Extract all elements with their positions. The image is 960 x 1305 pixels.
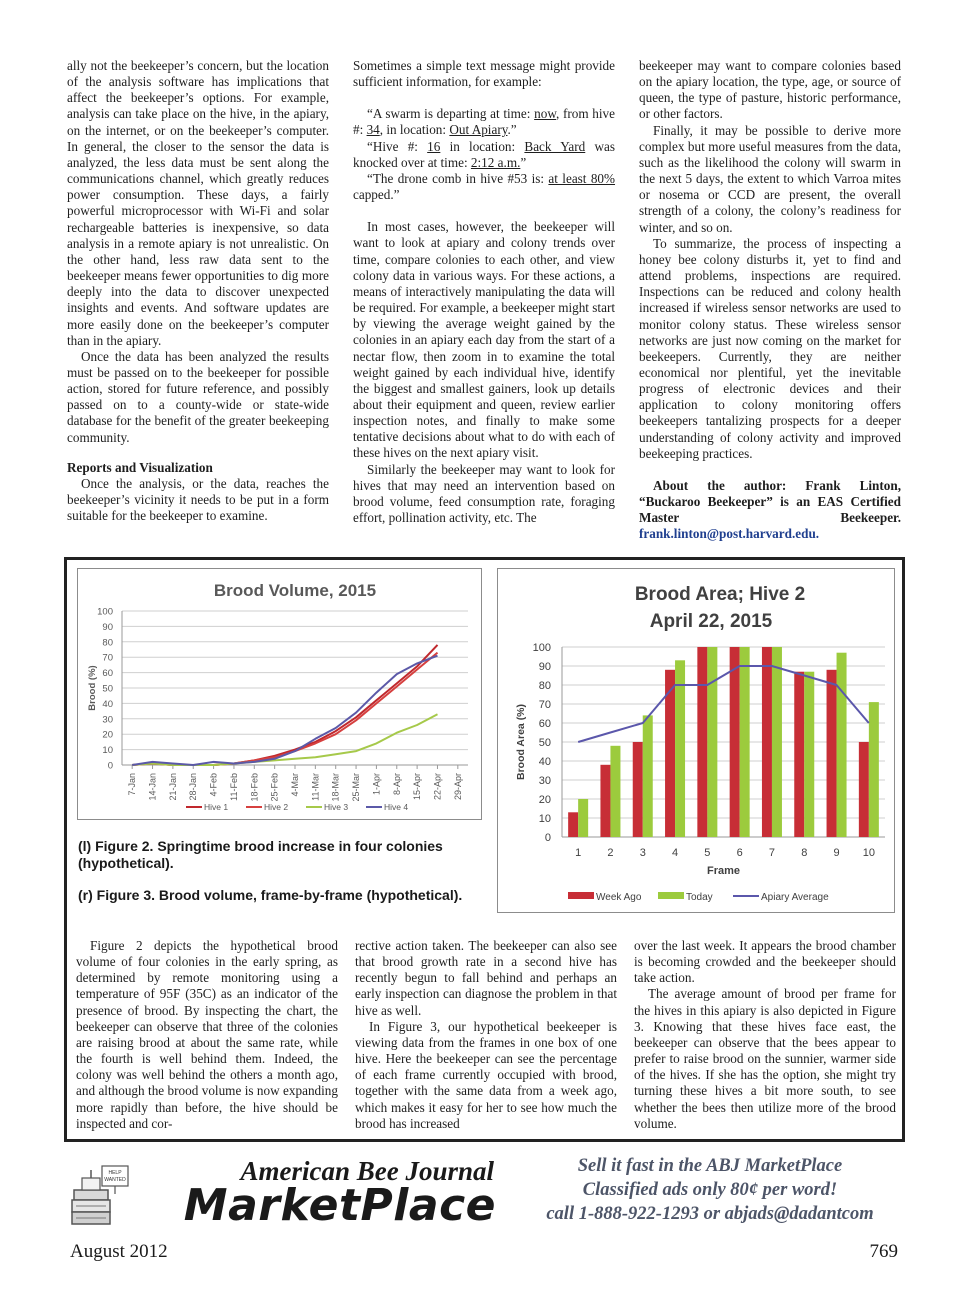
y-tick-label: 100 <box>532 642 551 654</box>
y-tick-label: 50 <box>102 683 113 695</box>
bar <box>643 715 653 837</box>
text-message-example: “Hive #: 16 in location: Back Yard was knocked over at time: 2:12 a.m.” <box>353 138 615 170</box>
y-tick-label: 90 <box>102 621 113 633</box>
paragraph: beekeeper may want to compare colonies based on the apiary location, the type, age, or source of queen, the type of pasture, historic performance, or other factors. <box>639 58 901 122</box>
text-message-example: “A swarm is departing at time: now, from hive #: 34, in location: Out Apiary.” <box>353 106 615 138</box>
y-tick-label: 0 <box>544 832 551 844</box>
legend-label: Apiary Average <box>761 892 829 903</box>
x-tick-label: 2 <box>607 847 614 859</box>
x-axis-label: Frame <box>706 865 741 877</box>
paragraph: Similarly the beekeeper may want to look for hives that may need an intervention based on brood volume, feed consumption rate, foraging effort, pollination activity, etc. The <box>353 461 615 526</box>
legend-label: Hive 1 <box>204 802 229 812</box>
paragraph: The average amount of brood per frame for the hives in this apiary is also depicted in Figure 3. Knowing that these hives face east, the beekeeper can observe that the bees appear to prefer to raise brood on the sunnier, warmer side of the hives. If she has the option, she might try turning these hives a bit more south, to see whether the bees then utilize more of the brood volume. <box>634 986 896 1131</box>
bar <box>568 812 578 837</box>
x-tick-label: 1-Apr <box>371 773 382 796</box>
legend-label: Hive 2 <box>264 802 289 812</box>
x-tick-label: 6 <box>736 847 743 859</box>
paragraph: Sometimes a simple text message might provide sufficient information, for example: <box>353 58 615 90</box>
x-tick-label: 3 <box>639 847 646 859</box>
y-axis-label: Brood (%) <box>87 665 98 711</box>
figure-box <box>64 557 905 1142</box>
bar <box>772 647 782 837</box>
chart-title: Brood Volume, 2015 <box>213 581 377 600</box>
y-tick-label: 80 <box>102 637 113 649</box>
bar <box>600 765 610 837</box>
x-tick-label: 1 <box>575 847 582 859</box>
chart-title: Brood Area; Hive 2 <box>634 584 806 605</box>
x-tick-label: 8 <box>801 847 808 859</box>
ad-line: Classified ads only 80¢ per word! <box>582 1180 838 1200</box>
figure-3-caption: (r) Figure 3. Brood volume, frame-by-frame (hypothetical). <box>78 887 463 903</box>
bar <box>730 647 740 837</box>
paragraph: Figure 2 depicts the hypothetical brood volume of four colonies in the early spring, as determined by remote monitoring using a temperature of 95F (35C) as an indicator of the presence of brood. By inspecting the chart, the beekeeper can observe that three of the colonies are raising brood at about the same rate, while the fourth is well behind them. Indeed, the colony was well behind the others a month ago, and although the brood volume is now expanding more rapidly than before, the hive should be inspected and cor- <box>76 938 338 1131</box>
x-tick-label: 11-Feb <box>228 773 239 801</box>
x-tick-label: 25-Mar <box>351 773 362 802</box>
bar <box>837 653 847 837</box>
ad-title-marketplace: MarketPlace <box>183 1180 496 1231</box>
bar <box>762 647 772 837</box>
paragraph: ally not the beekeeper’s concern, but the location of the analysis software has implications that affect the beekeeper’s options. For example, analysis can take place on the hive, in the apiary, on the internet, or on the beekeeper’s computer. In general, the closer to the sensor the data is analyzed, the less data must be sent along the communications channel, which greatly reduces power consumption. These days, a fairly powerful microprocessor with Wi-Fi and solar rechargeable batteries is inexpensive, so data analysis in a remote apiary is not unrealistic. On the other hand, less raw data sent to the beekeeper means fewer opportunities to dig more deeply into the data to discover unexpected insights and events. And software updates are more easily done on the beekeeper’s computer than in the apiary. <box>67 58 329 348</box>
text-message-example: “The drone comb in hive #53 is: at least 80% capped.” <box>353 170 616 203</box>
x-tick-label: 4-Mar <box>290 773 300 797</box>
y-tick-label: 100 <box>97 606 113 618</box>
figure-text-column-2 <box>355 938 617 1132</box>
brood-area-chart-svg <box>498 569 894 912</box>
x-tick-label: 4-Feb <box>208 773 219 797</box>
figure-text-column-1 <box>76 938 338 1132</box>
sign-text: WANTED <box>104 1177 126 1183</box>
paragraph: over the last week. It appears the brood chamber is becoming crowded and the beekeeper should take action. <box>634 938 896 986</box>
y-tick-label: 80 <box>538 680 551 692</box>
article-column-3 <box>639 58 901 543</box>
brood-volume-chart-svg <box>78 569 481 819</box>
page-number: 769 <box>869 1241 898 1262</box>
x-tick-label: 14-Jan <box>147 773 158 801</box>
y-tick-label: 10 <box>538 813 551 825</box>
beehive-icon <box>66 1160 138 1228</box>
bar <box>578 799 588 837</box>
x-tick-label: 11-Mar <box>310 773 321 801</box>
bar <box>804 672 814 837</box>
y-tick-label: 90 <box>538 661 551 673</box>
section-heading: Reports and Visualization <box>67 459 213 475</box>
sign-text: HELP <box>108 1170 122 1176</box>
y-tick-label: 0 <box>107 760 113 772</box>
ad-title-journal: American Bee Journal <box>240 1156 494 1186</box>
y-tick-label: 30 <box>538 775 551 787</box>
bar <box>869 702 879 837</box>
y-tick-label: 40 <box>102 698 113 710</box>
x-tick-label: 8-Apr <box>391 773 402 796</box>
article-column-2 <box>353 58 615 526</box>
y-axis-label: Brood Area (%) <box>515 703 527 781</box>
ad-contact-line[interactable]: call 1-888-922-1293 or abjads@dadantcom <box>546 1204 874 1224</box>
x-tick-label: 21-Jan <box>167 773 178 801</box>
brood-volume-chart <box>77 568 482 820</box>
x-tick-label: 28-Jan <box>188 773 199 801</box>
x-tick-label: 15-Apr <box>412 773 423 801</box>
bar <box>633 742 643 837</box>
article-column-1 <box>67 58 329 524</box>
y-tick-label: 70 <box>538 699 551 711</box>
x-tick-label: 22-Apr <box>432 773 443 801</box>
footer-date: August 2012 <box>70 1241 168 1262</box>
paragraph: Once the analysis, or the data, reaches the beekeeper’s vicinity it needs to be put in a form suitable for the beekeeper to examine. <box>67 475 329 524</box>
figure-text-column-3 <box>634 938 896 1132</box>
x-tick-label: 25-Feb <box>269 773 280 802</box>
bar <box>740 647 750 837</box>
bar <box>707 647 717 837</box>
x-tick-label: 7 <box>768 847 776 859</box>
y-tick-label: 40 <box>538 756 551 768</box>
bar <box>794 672 804 837</box>
bar <box>697 647 707 837</box>
legend-swatch <box>568 892 594 899</box>
bar <box>859 742 869 837</box>
ad-line: Sell it fast in the ABJ MarketPlace <box>577 1156 843 1176</box>
y-tick-label: 20 <box>102 729 113 741</box>
y-tick-label: 60 <box>538 718 551 730</box>
legend-label: Hive 4 <box>384 802 409 812</box>
legend-label: Week Ago <box>596 892 642 903</box>
author-email-link[interactable]: frank.linton@post.harvard.edu <box>639 526 816 542</box>
author-bio: About the author: Frank Linton, “Buckaroo Beekeeper” is an EAS Certified Master Beekeeper. frank.linton@post.harvard.edu. <box>639 477 901 542</box>
bar <box>675 660 685 837</box>
legend-label: Hive 3 <box>324 802 349 812</box>
y-tick-label: 60 <box>102 668 113 680</box>
x-tick-label: 18-Feb <box>249 773 260 802</box>
legend-label: Today <box>686 892 713 903</box>
paragraph: In most cases, however, the beekeeper will want to look at apiary and colony trends over time, compare colonies to each other, and view colony data in various ways. For these actions, a means of interactively manipulating the data will be required. For example, a beekeeper might start by viewing the average weight gained by the colonies in an apiary each day from the start of a nectar flow, then zoom in to examine the total weight gained by each individual hive, identify the biggest and smallest gainers, look up details about their equipment and queen, review earlier inspection notes, and finally to make some tentative decisions about what to do with each of these hives on the next apiary visit. <box>353 219 615 461</box>
paragraph: Finally, it may be possible to derive more complex but more useful measures from the data, such as the likelihood the colony will swarm in the next 5 days, the extent to which Varroa mites or nosema or CCD are present, the overall strength of a colony, the colony’s readiness for winter, and so on. <box>639 122 901 235</box>
x-tick-label: 9 <box>833 847 840 859</box>
x-tick-label: 7-Jan <box>127 773 138 796</box>
x-tick-label: 10 <box>862 847 875 859</box>
paragraph: Once the data has been analyzed the results must be passed on to the beekeeper for possible action, stored for future reference, and possibly passed on to a county-wide or state-wide database for the benefit of the greater beekeeping community. <box>67 348 329 445</box>
bar <box>610 746 620 837</box>
y-tick-label: 50 <box>538 737 551 749</box>
y-tick-label: 70 <box>102 652 113 664</box>
brood-area-chart <box>497 568 895 913</box>
figure-2-caption: (l) Figure 2. Springtime brood increase in four colonies (hypothetical). <box>78 838 443 871</box>
x-tick-label: 4 <box>671 847 679 859</box>
y-tick-label: 30 <box>102 714 113 726</box>
marketplace-ad <box>66 1152 906 1232</box>
chart-title: April 22, 2015 <box>649 611 773 632</box>
x-tick-label: 29-Apr <box>452 773 463 801</box>
x-tick-label: 5 <box>704 847 711 859</box>
y-tick-label: 10 <box>102 745 113 757</box>
paragraph: To summarize, the process of inspecting a honey bee colony disturbs it, yet to find and attend problems, inspections are required. Inspections can be reduced and colony health increased if wireless sensor networks are used to monitor colony status. These wireless sensor networks are just now coming on the market for beekeepers. Currently, they are neither economical nor plentiful, yet the inevitable progress of electronic devices and their application to colony monitoring offers beekeepers tantalizing prospects for a deeper understanding of colony activity and improved beekeeping practices. <box>639 235 901 461</box>
legend-swatch <box>658 892 684 899</box>
y-tick-label: 20 <box>538 794 551 806</box>
bar <box>827 670 837 837</box>
x-tick-label: 18-Mar <box>330 773 341 802</box>
paragraph: In Figure 3, our hypothetical beekeeper is viewing data from the frames in one box of one hive. Here the beekeeper can see the percentage of each frame currently occupied with brood, together with the same data from a week ago, which makes it easy for her to see how much the brood has increased <box>355 1018 617 1131</box>
paragraph: rective action taken. The beekeeper can also see that brood growth rate in a second hive has recently begun to fall behind and perhaps an early inspection can diagnose the problem in that hive as well. <box>355 938 617 1018</box>
